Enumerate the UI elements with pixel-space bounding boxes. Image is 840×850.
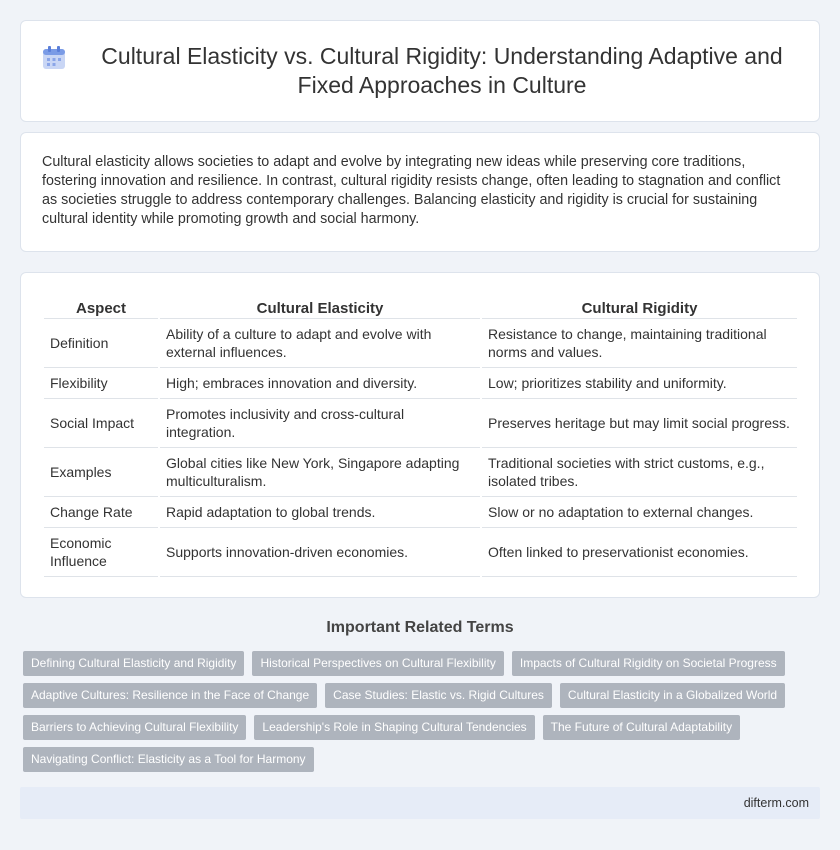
table-cell: Often linked to preservationist economies. [482,528,797,577]
table-cell: High; embraces innovation and diversity. [160,368,480,399]
related-term-tag[interactable]: Impacts of Cultural Rigidity on Societal Progress [512,651,785,676]
table-row [44,528,797,577]
related-term-tag[interactable]: Leadership's Role in Shaping Cultural Tendencies [254,715,534,740]
table-cell: Definition [44,319,158,368]
related-term-tag[interactable]: Historical Perspectives on Cultural Flexibility [252,651,503,676]
intro-paragraph: Cultural elasticity allows societies to adapt and evolve by integrating new ideas while preserving core traditions, fostering innovation and resilience. In contrast, cultural rigidity resists change, often leading to stagnation and conflict as societies struggle to address contemporary challenges. Balancing elasticity and rigidity is crucial for sustaining cultural identity while promoting growth and social harmony. [42,154,781,227]
calendar-icon [41,45,67,71]
table-cell: Social Impact [44,399,158,448]
table-row [44,319,797,368]
related-term-tag[interactable]: Case Studies: Elastic vs. Rigid Cultures [325,683,552,708]
column-header-aspect: Aspect [44,295,158,319]
related-term-tag[interactable]: Barriers to Achieving Cultural Flexibility [23,715,246,740]
table-header-row [44,295,797,319]
related-term-tag[interactable]: Cultural Elasticity in a Globalized World [560,683,785,708]
footer [20,787,820,819]
table-cell: Global cities like New York, Singapore adapting multiculturalism. [160,448,480,497]
table-cell: Preserves heritage but may limit social progress. [482,399,797,448]
table-cell: Traditional societies with strict customs, e.g., isolated tribes. [482,448,797,497]
table-row [44,368,797,399]
table-cell: Change Rate [44,497,158,528]
table-cell: Supports innovation-driven economies. [160,528,480,577]
related-term-tag[interactable]: Adaptive Cultures: Resilience in the Face of Change [23,683,317,708]
table-cell: Rapid adaptation to global trends. [160,497,480,528]
table-cell: Ability of a culture to adapt and evolve with external influences. [160,319,480,368]
table-cell: Promotes inclusivity and cross-cultural integration. [160,399,480,448]
table-cell: Low; prioritizes stability and uniformity. [482,368,797,399]
related-terms-title: Important Related Terms [326,619,514,636]
page-title: Cultural Elasticity vs. Cultural Rigidity: Understanding Adaptive and Fixed Approaches in Culture [101,43,783,98]
table-cell: Slow or no adaptation to external changes. [482,497,797,528]
column-header-elasticity: Cultural Elasticity [160,295,480,319]
related-term-tag[interactable]: The Future of Cultural Adaptability [543,715,740,740]
comparison-table-card [20,272,820,598]
related-term-tag[interactable]: Defining Cultural Elasticity and Rigidity [23,651,244,676]
table-row [44,448,797,497]
related-terms-list [23,651,823,779]
column-header-rigidity: Cultural Rigidity [482,295,797,319]
table-cell: Economic Influence [44,528,158,577]
comparison-table [42,295,799,577]
table-cell: Flexibility [44,368,158,399]
table-cell: Examples [44,448,158,497]
table-row [44,399,797,448]
header-card [20,20,820,122]
related-term-tag[interactable]: Navigating Conflict: Elasticity as a Tool for Harmony [23,747,314,772]
table-cell: Resistance to change, maintaining traditional norms and values. [482,319,797,368]
table-row [44,497,797,528]
intro-card [20,132,820,252]
footer-site-link[interactable]: difterm.com [743,796,809,810]
